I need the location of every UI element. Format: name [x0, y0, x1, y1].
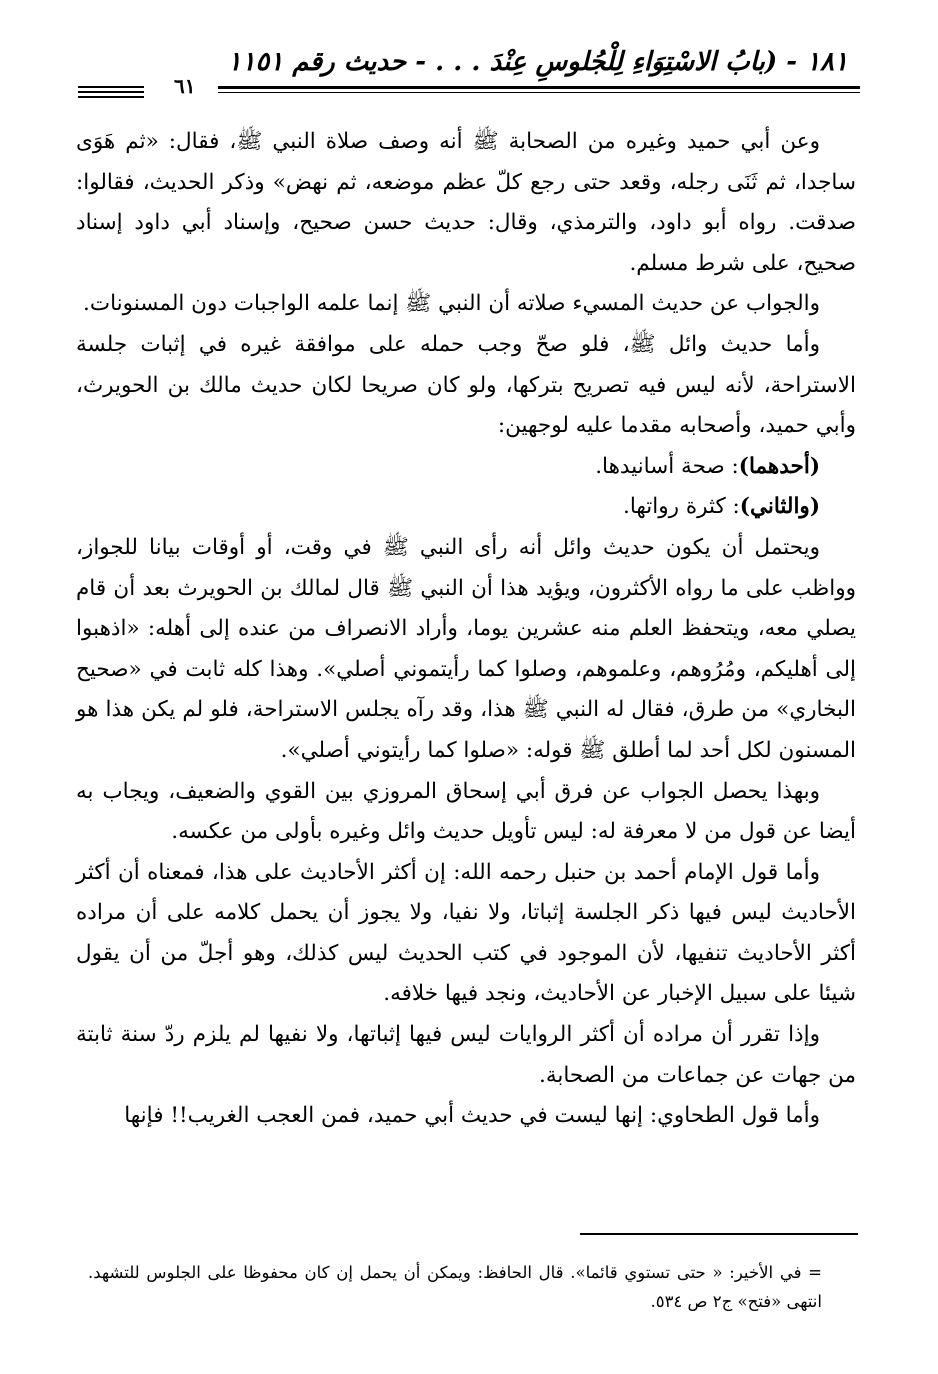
reason-label: (أحدهما): [738, 453, 820, 479]
paragraph: وأما قول الإمام أحمد بن حنبل رحمه الله: إن أكثر الأحاديث على هذا، فمعناه أن أكثر الأحاديث ليس فيها ذكر الجلسة إثباتا، ولا نفيا، ولا يجوز أن يحمل كلامه على أن مراده أكثر الأحاديث تنفيها، لأن الموجود في كتب الحديث ليس كذلك، وهو أجلّ من أن يقول شيئا على سبيل الإخبار عن الأحاديث، ونجد فيها خلافه.: [76, 859, 856, 1007]
paragraph: والجواب عن حديث المسيء صلاته أن النبي ﷺ إنما علمه الواجبات دون المسنونات.: [83, 291, 820, 317]
paragraph: وأما حديث وائل ﷺ، فلو صحّ وجب حمله على موافقة غيره في إثبات جلسة الاستراحة، لأنه ليس فيه تصريح بتركها، ولو كان صريحا لكان حديث مالك بن الحويرث، وأبي حميد، وأصحابه مقدما عليه لوجهين:: [76, 331, 856, 439]
paragraph-first-reason: [76, 447, 856, 488]
reason-label: (والثاني): [739, 494, 820, 520]
header-rule-left-3: [78, 96, 144, 98]
paragraph: وعن أبي حميد وغيره من الصحابة ﷺ أنه وصف صلاة النبي ﷺ، فقال: «ثم هَوَى ساجدا، ثم ثَنَى رجله، وقعد حتى رجع كلّ عظم موضعه، ثم نهض» وذكر الحديث، فقالوا: صدقت. رواه أبو داود، والترمذي، وقال: حديث حسن صحيح، وإسناد أبي داود إسناد صحيح، على شرط مسلم.: [76, 129, 856, 276]
page-number: ٦١: [174, 74, 196, 98]
paragraph-second-reason: [76, 487, 856, 528]
header-rule-thick: [218, 86, 860, 89]
footnote-separator: [580, 1233, 858, 1235]
main-text: [76, 122, 856, 1137]
header-rule-thin: [218, 92, 860, 93]
header-rule-left-1: [78, 86, 144, 88]
header-rule-left-2: [78, 91, 144, 93]
header-title: ١٨١ - (بابُ الاسْتِوَاءِ لِلْجُلوسِ عِنْدَ . . . - حديث رقم ١١٥١: [227, 47, 848, 77]
footnote: = في الأخير: « حتى تستوي قائما». قال الحافظ: ويمكن أن يحمل إن كان محفوظا على الجلوس للتشهد. انتهى «فتح» ج٢ ص ٥٣٤.: [88, 1263, 822, 1311]
paragraph: وأما قول الطحاوي: إنها ليست في حديث أبي حميد، فمن العجب الغريب!! فإنها: [124, 1103, 820, 1129]
paragraph: وإذا تقرر أن مراده أن أكثر الروايات ليس فيها إثباتها، ولا نفيها لم يلزم ردّ سنة ثابتة من جهات عن جماعات من الصحابة.: [76, 1022, 856, 1088]
reason-text: : صحة أسانيدها.: [595, 453, 739, 479]
reason-text: : كثرة رواتها.: [623, 494, 740, 520]
paragraph: ويحتمل أن يكون حديث وائل أنه رأى النبي ﷺ في وقت، أو أوقات بيانا للجواز، وواظب على ما رواه الأكثرون، ويؤيد هذا أن النبي ﷺ قال لمالك بن الحويرث بعد أن قام يصلي معه، ويتحفظ العلم منه عشرين يوما، وأراد الانصراف من عنده إلى أهله: «اذهبوا إلى أهليكم، ومُرُوهم، وعلموهم، وصلوا كما رأيتموني أصلي». وهذا كله ثابت في «صحيح البخاري» من طرق، فقال له النبي ﷺ هذا، وقد رآه يجلس الاستراحة، فلو لم يكن هذا هو المسنون لكل أحد لما أطلق ﷺ قوله: «صلوا كما رأيتوني أصلي».: [76, 534, 856, 763]
paragraph: وبهذا يحصل الجواب عن فرق أبي إسحاق المروزي بين القوي والضعيف، ويجاب به أيضا عن قول من لا معرفة له: ليس تأويل حديث وائل وغيره بأولى من عكسه.: [76, 778, 856, 845]
running-header: [78, 38, 860, 104]
